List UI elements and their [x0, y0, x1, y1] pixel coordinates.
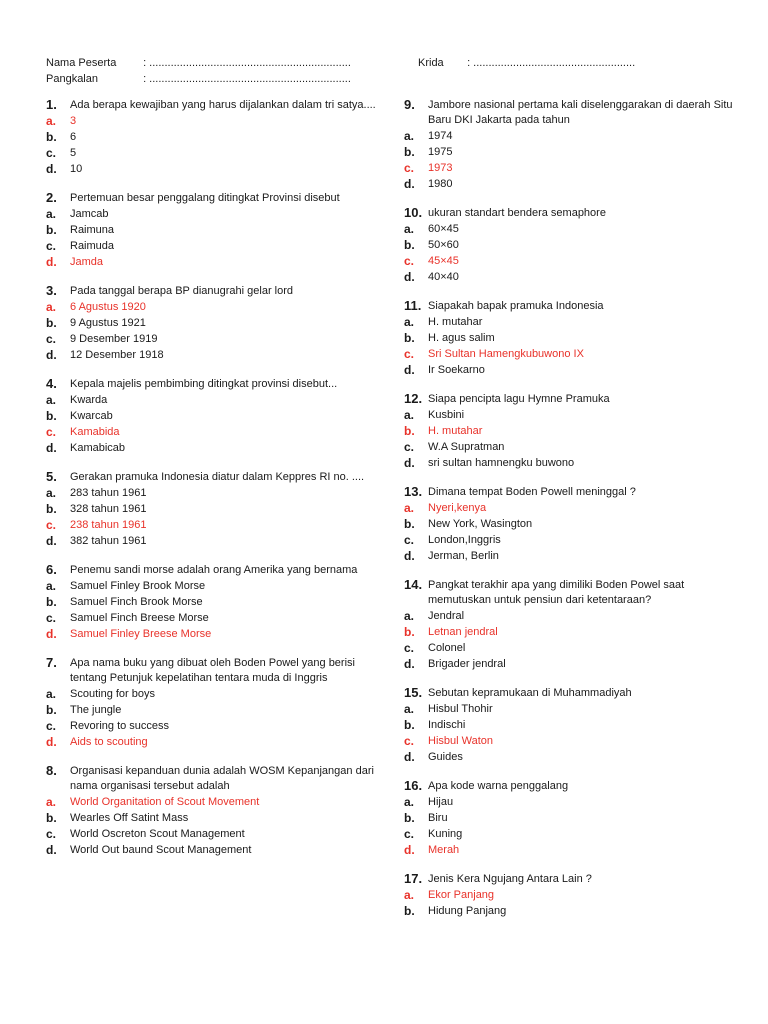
question-text: Penemu sandi morse adalah orang Amerika yang bernama [70, 564, 358, 576]
option-letter: d. [46, 162, 57, 176]
question-block [46, 377, 376, 456]
answer-option[interactable] [46, 145, 376, 161]
answer-option[interactable] [46, 533, 376, 549]
option-letter: a. [404, 408, 415, 422]
question-header [404, 686, 734, 701]
answer-option[interactable] [46, 501, 376, 517]
option-text: Brigader jendral [428, 658, 506, 670]
question-text: Gerakan pramuka Indonesia diatur dalam Keppres RI no. .... [70, 471, 365, 483]
option-text: Jerman, Berlin [428, 550, 499, 562]
option-letter: c. [46, 611, 57, 625]
option-text: 1973 [428, 162, 453, 174]
answer-option[interactable] [46, 331, 376, 347]
question-number: 11. [404, 298, 422, 313]
answer-option[interactable] [404, 407, 734, 423]
answer-option-correct[interactable] [404, 624, 734, 640]
answer-option-correct[interactable] [404, 423, 734, 439]
question-text: ukuran standart bendera semaphore [428, 207, 606, 219]
option-letter: a. [46, 300, 57, 314]
option-text: 9 Agustus 1921 [70, 317, 146, 329]
question-block [404, 578, 734, 672]
answer-option[interactable] [46, 408, 376, 424]
option-letter: b. [404, 145, 415, 159]
question-number: 6. [46, 562, 57, 577]
question-text: Organisasi kepanduan dunia adalah WOSM Kepanjangan dari nama organisasi tersebut adalah [70, 765, 374, 792]
option-letter: d. [46, 255, 57, 269]
option-text: Ir Soekarno [428, 364, 485, 376]
answer-option[interactable] [46, 238, 376, 254]
answer-option[interactable] [404, 656, 734, 672]
answer-option[interactable] [404, 362, 734, 378]
option-text: 283 tahun 1961 [70, 487, 147, 499]
option-letter: a. [46, 207, 57, 221]
participant-name-row [46, 55, 351, 71]
question-text: Pangkat terakhir apa yang dimiliki Boden Powel saat memutuskan untuk pensiun dari ketentaraan? [428, 579, 685, 606]
option-letter: a. [404, 129, 415, 143]
question-text: Siapa pencipta lagu Hymne Pramuka [428, 393, 610, 405]
option-text: Guides [428, 751, 463, 763]
answer-option[interactable] [46, 610, 376, 626]
option-text: Kamabida [70, 426, 120, 438]
answer-option[interactable] [46, 702, 376, 718]
option-letter: b. [404, 718, 415, 732]
option-letter: d. [404, 549, 415, 563]
answer-option[interactable] [404, 330, 734, 346]
question-block [404, 872, 734, 919]
answer-option[interactable] [404, 749, 734, 765]
option-letter: c. [404, 347, 415, 361]
option-text: World Organitation of Scout Movement [70, 796, 260, 808]
option-letter: b. [46, 130, 57, 144]
option-letter: b. [404, 811, 415, 825]
option-text: 60×45 [428, 223, 459, 235]
question-header [404, 485, 734, 500]
question-number: 1. [46, 97, 57, 112]
option-letter: a. [404, 315, 415, 329]
option-letter: a. [404, 222, 415, 236]
option-text: Sri Sultan Hamengkubuwono IX [428, 348, 584, 360]
option-letter: d. [404, 843, 415, 857]
answer-option-correct[interactable] [46, 254, 376, 270]
question-text: Apa kode warna penggalang [428, 780, 569, 792]
answer-option-correct[interactable] [404, 500, 734, 516]
option-letter: c. [46, 425, 57, 439]
option-letter: b. [404, 904, 415, 918]
answer-option-correct[interactable] [404, 253, 734, 269]
answer-option[interactable] [404, 176, 734, 192]
option-text: Nyeri,kenya [428, 502, 487, 514]
option-text: Ekor Panjang [428, 889, 495, 901]
option-letter: a. [46, 687, 57, 701]
answer-option[interactable] [404, 640, 734, 656]
answer-option-correct[interactable] [404, 842, 734, 858]
question-block [404, 779, 734, 858]
option-letter: c. [404, 827, 415, 841]
option-letter: d. [404, 657, 415, 671]
option-letter: c. [404, 440, 415, 454]
answer-option[interactable] [404, 237, 734, 253]
answer-option[interactable] [46, 161, 376, 177]
question-text: Jambore nasional pertama kali diselenggarakan di daerah Situ Baru DKI Jakarta pada tahun [428, 99, 733, 126]
answer-option[interactable] [404, 810, 734, 826]
option-letter: d. [46, 843, 57, 857]
option-text: Jamcab [70, 208, 109, 220]
option-text: Indischi [428, 719, 466, 731]
answer-option-correct[interactable] [46, 113, 376, 129]
option-text: 1980 [428, 178, 453, 190]
option-letter: b. [404, 424, 415, 438]
participant-name-label: Nama Peserta [46, 57, 117, 69]
option-text: 40×40 [428, 271, 459, 283]
option-letter: b. [404, 238, 415, 252]
option-text: 50×60 [428, 239, 459, 251]
option-letter: d. [404, 750, 415, 764]
option-text: 9 Desember 1919 [70, 333, 158, 345]
question-header [46, 377, 376, 392]
option-text: 328 tahun 1961 [70, 503, 147, 515]
option-text: Hidung Panjang [428, 905, 507, 917]
option-text: New York, Wasington [428, 518, 533, 530]
option-letter: b. [404, 625, 415, 639]
answer-option[interactable] [404, 608, 734, 624]
option-letter: d. [46, 735, 57, 749]
option-letter: d. [404, 363, 415, 377]
option-letter: a. [404, 888, 415, 902]
question-text: Kepala majelis pembimbing ditingkat provinsi disebut... [70, 378, 338, 390]
answer-option[interactable] [46, 842, 376, 858]
option-text: Samuel Finch Breese Morse [70, 612, 209, 624]
answer-option[interactable] [404, 221, 734, 237]
option-text: Hijau [428, 796, 454, 808]
question-text: Ada berapa kewajiban yang harus dijalankan dalam tri satya.... [70, 99, 376, 111]
question-block [46, 764, 376, 858]
question-number: 3. [46, 283, 57, 298]
option-text: 1975 [428, 146, 453, 158]
option-letter: a. [404, 702, 415, 716]
option-text: 45×45 [428, 255, 459, 267]
option-text: World Oscreton Scout Management [70, 828, 245, 840]
option-text: Samuel Finley Breese Morse [70, 628, 212, 640]
answer-option[interactable] [404, 717, 734, 733]
question-number: 7. [46, 655, 57, 670]
answer-option[interactable] [404, 532, 734, 548]
option-text: H. agus salim [428, 332, 495, 344]
option-text: 5 [70, 147, 77, 159]
krida-label: Krida [418, 57, 444, 69]
pangkalan-row [46, 71, 351, 87]
question-block [46, 98, 376, 177]
question-number: 8. [46, 763, 57, 778]
question-header [46, 470, 376, 485]
option-letter: c. [46, 518, 57, 532]
option-text: World Out baund Scout Management [70, 844, 252, 856]
option-text: sri sultan hamnengku buwono [428, 457, 575, 469]
option-letter: a. [404, 609, 415, 623]
question-text: Sebutan kepramukaan di Muhammadiyah [428, 687, 632, 699]
answer-option[interactable] [46, 315, 376, 331]
question-block [404, 98, 734, 192]
answer-option[interactable] [46, 718, 376, 734]
option-text: Biru [428, 812, 448, 824]
option-text: Kamabicab [70, 442, 126, 454]
answer-option[interactable] [46, 347, 376, 363]
option-text: H. mutahar [428, 316, 483, 328]
option-letter: b. [46, 223, 57, 237]
option-letter: c. [404, 254, 415, 268]
option-text: The jungle [70, 704, 122, 716]
answer-option[interactable] [404, 455, 734, 471]
question-header [46, 191, 376, 206]
question-block [46, 284, 376, 363]
question-header [46, 656, 376, 686]
pangkalan-label: Pangkalan [46, 73, 98, 85]
question-header [404, 578, 734, 608]
option-letter: a. [46, 579, 57, 593]
question-text: Dimana tempat Boden Powell meninggal ? [428, 486, 636, 498]
option-letter: d. [46, 627, 57, 641]
answer-option-correct[interactable] [46, 299, 376, 315]
answer-option-correct[interactable] [46, 794, 376, 810]
option-letter: c. [46, 332, 57, 346]
answer-option[interactable] [46, 578, 376, 594]
question-number: 16. [404, 778, 423, 793]
option-text: Hisbul Thohir [428, 703, 493, 715]
option-text: Raimuda [70, 240, 115, 252]
question-number: 12. [404, 391, 423, 406]
answer-option[interactable] [46, 826, 376, 842]
question-number: 5. [46, 469, 57, 484]
question-block [46, 656, 376, 750]
answer-option-correct[interactable] [404, 733, 734, 749]
krida-row [418, 55, 635, 71]
option-text: Kwarda [70, 394, 108, 406]
question-header [404, 779, 734, 794]
option-text: Wearles Off Satint Mass [70, 812, 189, 824]
option-letter: b. [46, 316, 57, 330]
option-text: Kuning [428, 828, 463, 840]
answer-option[interactable] [46, 686, 376, 702]
krida-blank[interactable]: : ..................................................... [467, 57, 636, 69]
option-text: 1974 [428, 130, 453, 142]
answer-option-correct[interactable] [46, 734, 376, 750]
question-header [404, 299, 734, 314]
answer-option-correct[interactable] [404, 346, 734, 362]
option-text: Kusbini [428, 409, 465, 421]
question-header [46, 764, 376, 794]
answer-option[interactable] [404, 794, 734, 810]
question-block [404, 299, 734, 378]
answer-option[interactable] [46, 129, 376, 145]
answer-option[interactable] [46, 594, 376, 610]
question-number: 2. [46, 190, 57, 205]
option-text: Revoring to success [70, 720, 170, 732]
answer-option[interactable] [46, 392, 376, 408]
pangkalan-blank[interactable]: : .................................................................. [143, 73, 351, 85]
question-header [404, 872, 734, 887]
option-text: Aids to scouting [70, 736, 148, 748]
option-letter: c. [46, 827, 57, 841]
answer-option-correct[interactable] [46, 517, 376, 533]
option-text: Merah [428, 844, 460, 856]
answer-option-correct[interactable] [404, 160, 734, 176]
option-letter: b. [46, 703, 57, 717]
answer-option[interactable] [404, 439, 734, 455]
question-number: 17. [404, 871, 423, 886]
option-text: Jamda [70, 256, 104, 268]
question-number: 15. [404, 685, 423, 700]
question-block [404, 485, 734, 564]
option-letter: c. [404, 734, 415, 748]
option-letter: b. [404, 331, 415, 345]
option-letter: a. [404, 795, 415, 809]
answer-option[interactable] [404, 144, 734, 160]
option-letter: c. [46, 146, 57, 160]
option-letter: b. [46, 811, 57, 825]
option-letter: b. [46, 595, 57, 609]
option-letter: a. [46, 795, 57, 809]
answer-option[interactable] [404, 548, 734, 564]
questions-right-column [404, 98, 734, 933]
question-header [404, 98, 734, 128]
question-header [46, 98, 376, 113]
option-letter: d. [46, 348, 57, 362]
option-letter: c. [404, 641, 415, 655]
option-text: Letnan jendral [428, 626, 498, 638]
answer-option[interactable] [46, 440, 376, 456]
answer-option-correct[interactable] [404, 887, 734, 903]
option-text: Scouting for boys [70, 688, 155, 700]
answer-option[interactable] [404, 826, 734, 842]
option-letter: c. [404, 533, 415, 547]
option-text: 3 [70, 115, 77, 127]
question-header [404, 206, 734, 221]
answer-option[interactable] [404, 314, 734, 330]
option-text: 6 [70, 131, 77, 143]
question-block [404, 686, 734, 765]
answer-option[interactable] [404, 701, 734, 717]
question-header [404, 392, 734, 407]
option-letter: a. [46, 393, 57, 407]
question-number: 14. [404, 577, 423, 592]
question-text: Pada tanggal berapa BP dianugrahi gelar lord [70, 285, 294, 297]
option-text: Raimuna [70, 224, 115, 236]
option-letter: d. [46, 534, 57, 548]
option-letter: b. [404, 517, 415, 531]
question-text: Apa nama buku yang dibuat oleh Boden Powel yang berisi tentang Petunjuk kepelatihan tentara muda di Inggris [70, 657, 355, 684]
option-text: 238 tahun 1961 [70, 519, 147, 531]
answer-option[interactable] [404, 903, 734, 919]
option-letter: a. [46, 114, 57, 128]
answer-option-correct[interactable] [46, 424, 376, 440]
question-header [46, 563, 376, 578]
question-header [46, 284, 376, 299]
question-block [46, 191, 376, 270]
question-block [46, 470, 376, 549]
option-letter: a. [404, 501, 415, 515]
option-letter: d. [404, 270, 415, 284]
option-letter: d. [404, 177, 415, 191]
option-text: Colonel [428, 642, 466, 654]
option-text: 382 tahun 1961 [70, 535, 147, 547]
question-block [404, 206, 734, 285]
answer-option[interactable] [404, 269, 734, 285]
answer-option[interactable] [46, 222, 376, 238]
answer-option[interactable] [404, 516, 734, 532]
option-letter: b. [46, 409, 57, 423]
option-text: 10 [70, 163, 83, 175]
option-text: H. mutahar [428, 425, 483, 437]
option-text: Kwarcab [70, 410, 113, 422]
option-text: W.A Supratman [428, 441, 505, 453]
option-letter: d. [404, 456, 415, 470]
question-number: 13. [404, 484, 423, 499]
option-letter: b. [46, 502, 57, 516]
option-text: Samuel Finch Brook Morse [70, 596, 203, 608]
option-text: Hisbul Waton [428, 735, 494, 747]
option-letter: a. [46, 486, 57, 500]
question-text: Jenis Kera Ngujang Antara Lain ? [428, 873, 592, 885]
question-text: Siapakah bapak pramuka Indonesia [428, 300, 604, 312]
option-text: London,Inggris [428, 534, 501, 546]
answer-option[interactable] [46, 206, 376, 222]
participant-name-blank[interactable]: : .................................................................. [143, 57, 351, 69]
answer-option[interactable] [46, 810, 376, 826]
question-number: 4. [46, 376, 57, 391]
question-number: 9. [404, 97, 415, 112]
question-block [404, 392, 734, 471]
option-text: 6 Agustus 1920 [70, 301, 146, 313]
option-letter: c. [46, 239, 57, 253]
answer-option-correct[interactable] [46, 626, 376, 642]
question-text: Pertemuan besar penggalang ditingkat Provinsi disebut [70, 192, 340, 204]
question-number: 10. [404, 205, 423, 220]
question-block [46, 563, 376, 642]
option-text: 12 Desember 1918 [70, 349, 164, 361]
answer-option[interactable] [46, 485, 376, 501]
answer-option[interactable] [404, 128, 734, 144]
option-letter: d. [46, 441, 57, 455]
questions-left-column [46, 98, 376, 872]
option-letter: c. [404, 161, 415, 175]
option-letter: c. [46, 719, 57, 733]
option-text: Samuel Finley Brook Morse [70, 580, 206, 592]
option-text: Jendral [428, 610, 465, 622]
